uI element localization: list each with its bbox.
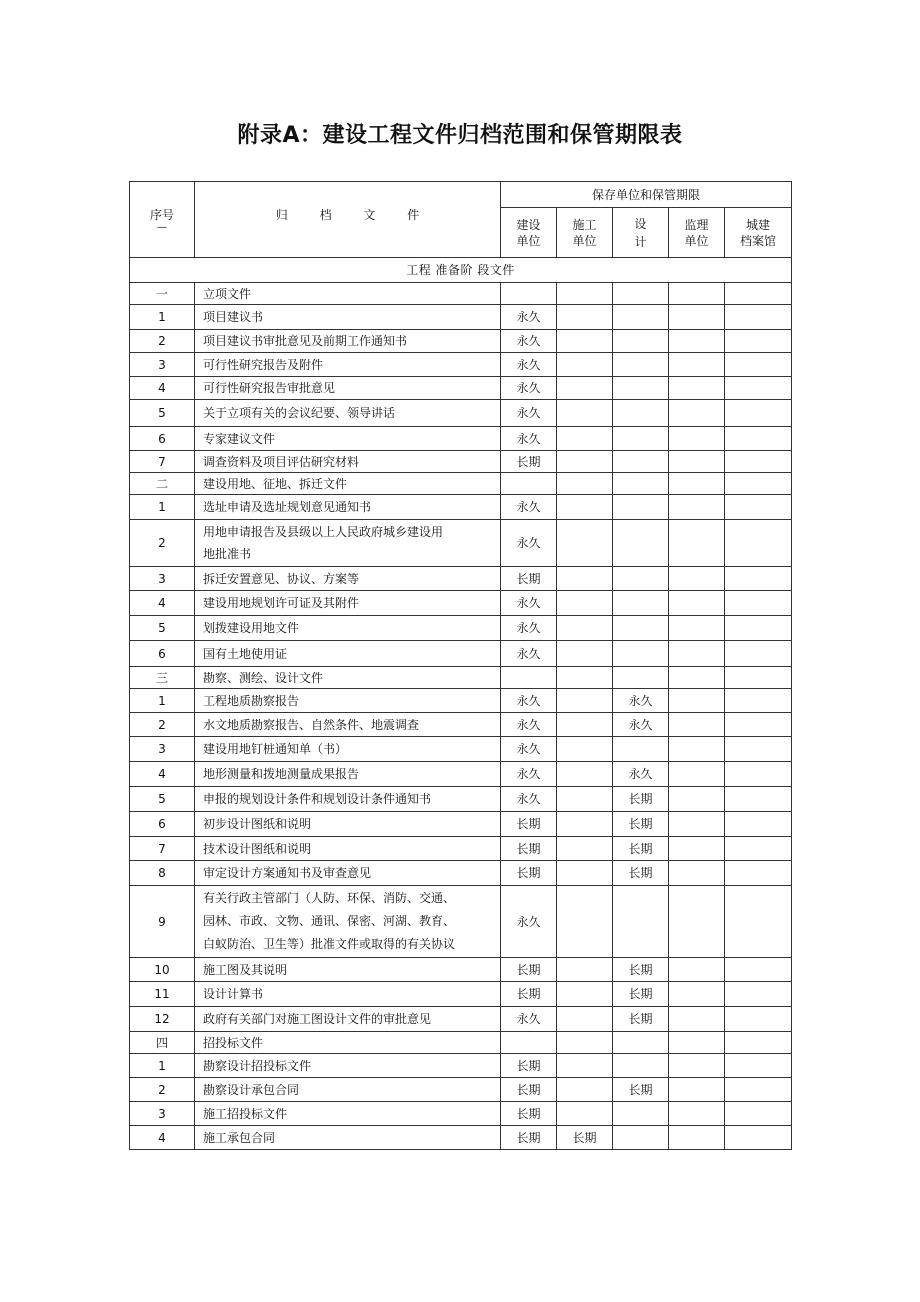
retention-construction: 永久: [501, 616, 557, 641]
retention-supervision: [669, 591, 725, 616]
retention-construction: 永久: [501, 353, 557, 377]
table-row: [130, 861, 792, 886]
retention-archive: [725, 886, 792, 958]
retention-contractor: [557, 305, 613, 330]
header-unit-construction: 建设 单位: [501, 208, 557, 258]
section-title: 建设用地、征地、拆迁文件: [195, 473, 501, 495]
retention-design: [613, 377, 669, 400]
row-number: 1: [130, 689, 195, 713]
retention-design: [613, 451, 669, 473]
section-number: 四: [130, 1032, 195, 1054]
archive-table-body: [130, 182, 792, 1150]
retention-design: [613, 305, 669, 330]
retention-archive: [725, 400, 792, 427]
table-row: [130, 1102, 792, 1126]
table-row: [130, 982, 792, 1007]
retention-contractor: [557, 958, 613, 982]
retention-supervision: [669, 427, 725, 451]
header-unit-supervision: 监理 单位: [669, 208, 725, 258]
table-row: [130, 495, 792, 520]
row-document: 专家建议文件: [195, 427, 501, 451]
retention-archive: [725, 1054, 792, 1078]
table-row: [130, 958, 792, 982]
retention-design: 长期: [613, 1007, 669, 1032]
retention-supervision: [669, 689, 725, 713]
retention-supervision: [669, 330, 725, 353]
retention-construction: 长期: [501, 451, 557, 473]
retention-construction: 永久: [501, 495, 557, 520]
retention-construction: 永久: [501, 737, 557, 762]
row-number: 6: [130, 427, 195, 451]
retention-construction: 永久: [501, 713, 557, 737]
retention-archive: [725, 616, 792, 641]
row-number: 2: [130, 713, 195, 737]
retention-design: [613, 1126, 669, 1150]
retention-construction: 长期: [501, 861, 557, 886]
retention-construction: 永久: [501, 886, 557, 958]
retention-construction: 长期: [501, 567, 557, 591]
retention-construction: 永久: [501, 787, 557, 812]
retention-construction: 永久: [501, 762, 557, 787]
retention-construction: 永久: [501, 427, 557, 451]
row-document: 政府有关部门对施工图设计文件的审批意见: [195, 1007, 501, 1032]
retention-construction: 长期: [501, 958, 557, 982]
retention-construction: 长期: [501, 1054, 557, 1078]
row-number: 5: [130, 400, 195, 427]
phase-row: [130, 258, 792, 283]
retention-supervision: [669, 737, 725, 762]
retention-contractor: [557, 567, 613, 591]
retention-contractor: [557, 451, 613, 473]
retention-contractor: [557, 616, 613, 641]
header-seq-mark: —: [157, 221, 167, 233]
row-number: 3: [130, 353, 195, 377]
retention-construction: 永久: [501, 400, 557, 427]
row-document: 可行性研究报告及附件: [195, 353, 501, 377]
retention-supervision: [669, 1102, 725, 1126]
row-document: 施工承包合同: [195, 1126, 501, 1150]
row-document: 调查资料及项目评估研究材料: [195, 451, 501, 473]
retention-archive: [725, 982, 792, 1007]
row-document: 关于立项有关的会议纪要、领导讲话: [195, 400, 501, 427]
retention-contractor: [557, 982, 613, 1007]
retention-archive: [725, 787, 792, 812]
row-document: 建设用地规划许可证及其附件: [195, 591, 501, 616]
retention-design: 长期: [613, 812, 669, 837]
section-number: 二: [130, 473, 195, 495]
retention-construction: 永久: [501, 520, 557, 567]
retention-archive: [725, 1102, 792, 1126]
section-title: 立项文件: [195, 283, 501, 305]
table-row: [130, 762, 792, 787]
table-row: [130, 1078, 792, 1102]
retention-construction: 长期: [501, 982, 557, 1007]
retention-contractor: [557, 591, 613, 616]
retention-contractor: [557, 1054, 613, 1078]
header-unit-contractor: 施工 单位: [557, 208, 613, 258]
retention-archive: [725, 641, 792, 667]
section-number: 一: [130, 283, 195, 305]
table-row: [130, 737, 792, 762]
retention-design: [613, 1054, 669, 1078]
row-document: 可行性研究报告审批意见: [195, 377, 501, 400]
retention-contractor: [557, 520, 613, 567]
retention-design: [613, 616, 669, 641]
retention-supervision: [669, 762, 725, 787]
retention-design: [613, 591, 669, 616]
retention-contractor: [557, 427, 613, 451]
table-row: [130, 400, 792, 427]
retention-construction: 永久: [501, 591, 557, 616]
row-number: 5: [130, 616, 195, 641]
retention-archive: [725, 495, 792, 520]
retention-supervision: [669, 1126, 725, 1150]
retention-design: 长期: [613, 1078, 669, 1102]
table-row: [130, 616, 792, 641]
row-document: 建设用地钉桩通知单（书）: [195, 737, 501, 762]
retention-design: 长期: [613, 837, 669, 861]
retention-supervision: [669, 1078, 725, 1102]
retention-supervision: [669, 812, 725, 837]
retention-construction: 永久: [501, 305, 557, 330]
table-row: [130, 1007, 792, 1032]
retention-construction: 长期: [501, 1126, 557, 1150]
row-number: 8: [130, 861, 195, 886]
retention-design: 长期: [613, 982, 669, 1007]
retention-supervision: [669, 520, 725, 567]
table-row: [130, 451, 792, 473]
retention-contractor: [557, 886, 613, 958]
header-keep: 保存单位和保管期限: [501, 182, 792, 208]
retention-archive: [725, 567, 792, 591]
retention-archive: [725, 958, 792, 982]
table-row: [130, 713, 792, 737]
row-number: 7: [130, 837, 195, 861]
retention-supervision: [669, 1054, 725, 1078]
row-number: 2: [130, 520, 195, 567]
header-file-char: 档: [319, 207, 332, 222]
retention-contractor: [557, 400, 613, 427]
header-file-char: 文: [363, 207, 376, 222]
retention-contractor: [557, 1007, 613, 1032]
retention-archive: [725, 427, 792, 451]
retention-construction: 永久: [501, 330, 557, 353]
row-document: 划拨建设用地文件: [195, 616, 501, 641]
row-number: 5: [130, 787, 195, 812]
retention-archive: [725, 713, 792, 737]
retention-supervision: [669, 982, 725, 1007]
row-number: 9: [130, 886, 195, 958]
retention-supervision: [669, 305, 725, 330]
retention-supervision: [669, 567, 725, 591]
table-row: [130, 837, 792, 861]
retention-design: [613, 400, 669, 427]
retention-design: [613, 330, 669, 353]
retention-contractor: [557, 812, 613, 837]
row-number: 4: [130, 377, 195, 400]
retention-design: [613, 1102, 669, 1126]
retention-archive: [725, 377, 792, 400]
retention-supervision: [669, 377, 725, 400]
row-document: 技术设计图纸和说明: [195, 837, 501, 861]
retention-archive: [725, 451, 792, 473]
header-unit-design: 设 计: [613, 208, 669, 258]
table-row: [130, 567, 792, 591]
table-row: [130, 427, 792, 451]
row-document: 勘察设计招投标文件: [195, 1054, 501, 1078]
row-document: 有关行政主管部门（人防、环保、消防、交通、 园林、市政、文物、通讯、保密、河湖、教育、 白蚁防治、卫生等）批准文件或取得的有关协议: [195, 886, 501, 958]
header-seq-cell: [130, 182, 195, 258]
row-document: 初步设计图纸和说明: [195, 812, 501, 837]
section-row: [130, 1032, 792, 1054]
retention-construction: 永久: [501, 641, 557, 667]
table-row: [130, 305, 792, 330]
retention-supervision: [669, 861, 725, 886]
retention-design: [613, 353, 669, 377]
retention-archive: [725, 1126, 792, 1150]
retention-contractor: [557, 1102, 613, 1126]
page-title: 附录A：建设工程文件归档范围和保管期限表: [237, 123, 683, 148]
row-number: 4: [130, 762, 195, 787]
row-document: 水文地质勘察报告、自然条件、地震调查: [195, 713, 501, 737]
row-number: 12: [130, 1007, 195, 1032]
row-number: 11: [130, 982, 195, 1007]
retention-contractor: [557, 861, 613, 886]
retention-supervision: [669, 451, 725, 473]
retention-contractor: [557, 330, 613, 353]
retention-design: [613, 567, 669, 591]
table-row: [130, 377, 792, 400]
retention-archive: [725, 353, 792, 377]
retention-supervision: [669, 1007, 725, 1032]
retention-construction: 长期: [501, 1078, 557, 1102]
section-row: [130, 473, 792, 495]
row-document: 审定设计方案通知书及审查意见: [195, 861, 501, 886]
retention-archive: [725, 737, 792, 762]
retention-design: 长期: [613, 958, 669, 982]
row-number: 1: [130, 305, 195, 330]
phase-title: 工程 准备阶 段文件: [130, 258, 792, 283]
retention-contractor: [557, 762, 613, 787]
row-number: 1: [130, 1054, 195, 1078]
retention-contractor: [557, 641, 613, 667]
table-row: [130, 1126, 792, 1150]
row-document: 施工图及其说明: [195, 958, 501, 982]
row-number: 3: [130, 1102, 195, 1126]
retention-construction: 永久: [501, 1007, 557, 1032]
retention-supervision: [669, 616, 725, 641]
retention-archive: [725, 689, 792, 713]
row-document: 勘察设计承包合同: [195, 1078, 501, 1102]
header-row-top: [130, 182, 792, 208]
retention-contractor: 长期: [557, 1126, 613, 1150]
row-document: 申报的规划设计条件和规划设计条件通知书: [195, 787, 501, 812]
retention-archive: [725, 861, 792, 886]
section-title: 招投标文件: [195, 1032, 501, 1054]
row-document: 拆迁安置意见、协议、方案等: [195, 567, 501, 591]
retention-construction: 永久: [501, 689, 557, 713]
table-row: [130, 591, 792, 616]
row-document: 设计计算书: [195, 982, 501, 1007]
table-row: [130, 812, 792, 837]
retention-archive: [725, 520, 792, 567]
row-number: 10: [130, 958, 195, 982]
row-number: 3: [130, 567, 195, 591]
table-row: [130, 353, 792, 377]
retention-construction: 长期: [501, 837, 557, 861]
retention-supervision: [669, 495, 725, 520]
retention-design: [613, 427, 669, 451]
retention-contractor: [557, 377, 613, 400]
header-unit-archive: 城建 档案馆: [725, 208, 792, 258]
row-number: 6: [130, 641, 195, 667]
retention-supervision: [669, 353, 725, 377]
retention-archive: [725, 1078, 792, 1102]
retention-design: 长期: [613, 787, 669, 812]
retention-contractor: [557, 353, 613, 377]
retention-construction: 永久: [501, 377, 557, 400]
section-row: [130, 667, 792, 689]
retention-contractor: [557, 837, 613, 861]
row-number: 3: [130, 737, 195, 762]
table-row: [130, 886, 792, 958]
retention-supervision: [669, 837, 725, 861]
retention-archive: [725, 837, 792, 861]
archive-table: [129, 181, 792, 1150]
section-row: [130, 283, 792, 305]
row-number: 2: [130, 1078, 195, 1102]
table-row: [130, 1054, 792, 1078]
retention-contractor: [557, 495, 613, 520]
retention-design: [613, 886, 669, 958]
retention-supervision: [669, 958, 725, 982]
retention-design: 永久: [613, 689, 669, 713]
header-seq: 序号: [149, 207, 174, 222]
retention-contractor: [557, 737, 613, 762]
retention-contractor: [557, 689, 613, 713]
row-document: 工程地质勘察报告: [195, 689, 501, 713]
retention-archive: [725, 812, 792, 837]
row-number: 4: [130, 1126, 195, 1150]
retention-supervision: [669, 787, 725, 812]
retention-design: 永久: [613, 713, 669, 737]
retention-supervision: [669, 713, 725, 737]
header-file-char: 归: [275, 207, 288, 222]
retention-contractor: [557, 787, 613, 812]
row-document: 项目建议书审批意见及前期工作通知书: [195, 330, 501, 353]
retention-archive: [725, 305, 792, 330]
retention-design: 长期: [613, 861, 669, 886]
retention-construction: 长期: [501, 812, 557, 837]
retention-design: 永久: [613, 762, 669, 787]
row-number: 6: [130, 812, 195, 837]
row-document: 施工招投标文件: [195, 1102, 501, 1126]
retention-supervision: [669, 886, 725, 958]
table-row: [130, 689, 792, 713]
section-title: 勘察、测绘、设计文件: [195, 667, 501, 689]
row-document: 地形测量和拨地测量成果报告: [195, 762, 501, 787]
row-document: 国有土地使用证: [195, 641, 501, 667]
retention-construction: 长期: [501, 1102, 557, 1126]
table-row: [130, 520, 792, 567]
row-number: 2: [130, 330, 195, 353]
row-document: 用地申请报告及县级以上人民政府城乡建设用 地批准书: [195, 520, 501, 567]
retention-contractor: [557, 713, 613, 737]
header-file-cell: [195, 182, 501, 258]
retention-archive: [725, 330, 792, 353]
retention-contractor: [557, 1078, 613, 1102]
row-number: 4: [130, 591, 195, 616]
retention-design: [613, 520, 669, 567]
retention-supervision: [669, 641, 725, 667]
row-number: 7: [130, 451, 195, 473]
table-row: [130, 330, 792, 353]
section-number: 三: [130, 667, 195, 689]
retention-design: [613, 737, 669, 762]
retention-archive: [725, 591, 792, 616]
header-file-char: 件: [407, 207, 420, 222]
retention-supervision: [669, 400, 725, 427]
retention-design: [613, 641, 669, 667]
row-document: 选址申请及选址规划意见通知书: [195, 495, 501, 520]
table-row: [130, 787, 792, 812]
retention-archive: [725, 1007, 792, 1032]
table-row: [130, 641, 792, 667]
row-number: 1: [130, 495, 195, 520]
retention-design: [613, 495, 669, 520]
row-document: 项目建议书: [195, 305, 501, 330]
retention-archive: [725, 762, 792, 787]
